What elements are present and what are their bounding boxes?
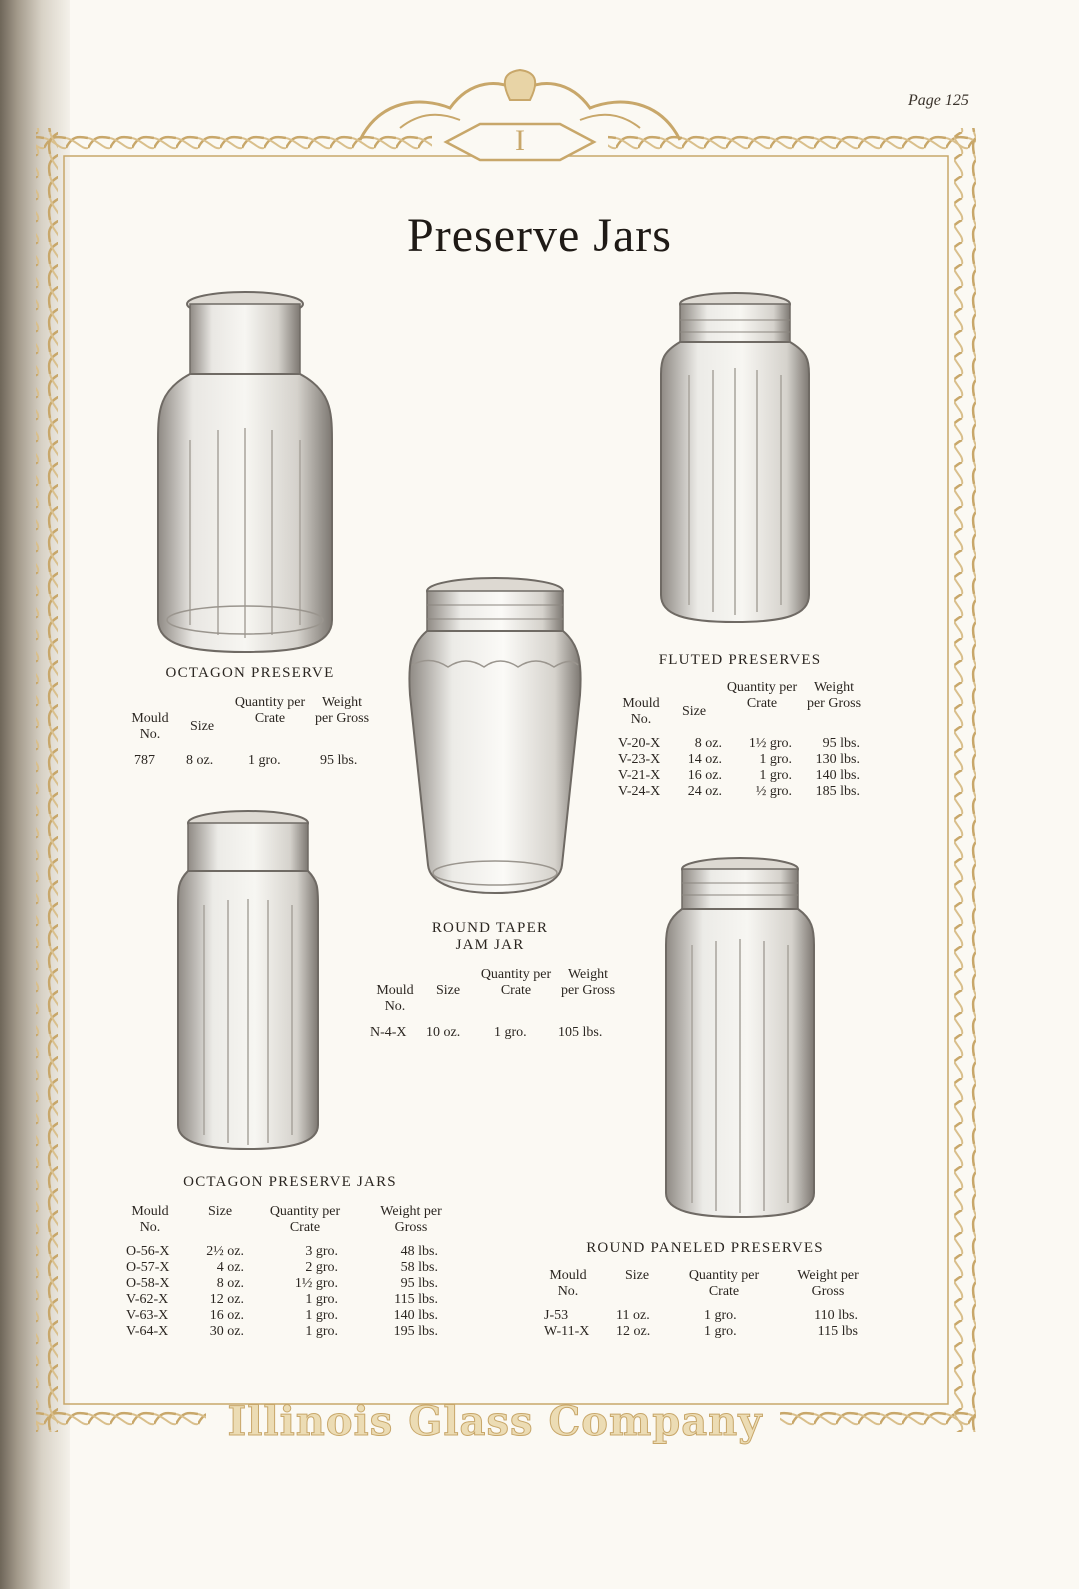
mould-number: J-53 [544, 1308, 569, 1323]
header-mould-no: Mould No. [131, 1204, 169, 1235]
octagon-preserve-jars-specs [122, 1204, 462, 1354]
header-quantity: Quantity per Crate [269, 1204, 341, 1235]
header-size: Size [624, 1268, 650, 1283]
header-mould-no: Mould No. [549, 1268, 587, 1299]
size-value: 8 oz. [216, 1276, 244, 1291]
octagon-preserve-specs [120, 695, 390, 785]
header-weight: Weight per Gross [806, 680, 862, 711]
round-paneled-specs [538, 1268, 878, 1358]
mould-number: V-63-X [126, 1308, 169, 1323]
quantity-column [272, 1244, 338, 1340]
header-weight: Weight per Gross [797, 1268, 859, 1299]
mould-number: N-4-X [370, 1025, 407, 1040]
mould-number: W-11-X [544, 1324, 590, 1339]
octagon-preserve-caption: OCTAGON PRESERVE [165, 665, 335, 681]
size-value: 16 oz. [687, 768, 722, 783]
weight-value: 110 lbs. [814, 1308, 858, 1323]
crest-letter: I [515, 124, 525, 157]
header-quantity: Quantity per Crate [726, 680, 798, 711]
mould-column [544, 1308, 589, 1340]
weight-value: 115 lbs. [394, 1292, 438, 1307]
header-size: Size [189, 719, 215, 734]
quantity-value: 1 gro. [704, 1308, 737, 1323]
quantity-value: 1 gro. [305, 1292, 338, 1307]
page-number: Page 125 [908, 92, 969, 109]
header-weight: Weight per Gross [314, 695, 370, 726]
size-value: 11 oz. [616, 1308, 650, 1323]
mould-number: V-20-X [618, 736, 661, 751]
quantity-value: ½ gro. [755, 784, 792, 799]
size-column [682, 736, 722, 800]
weight-value: 95 lbs. [822, 736, 860, 751]
weight-value: 48 lbs. [400, 1244, 438, 1259]
round-taper-specs [366, 967, 626, 1047]
header-size: Size [207, 1204, 233, 1219]
size-column [192, 1244, 244, 1340]
size-value: 8 oz. [694, 736, 722, 751]
octagon-preserve-jar-image [150, 290, 340, 660]
quantity-value: 1 gro. [704, 1324, 737, 1339]
page-title: Preserve Jars [407, 209, 672, 262]
fluted-preserves-specs [612, 680, 872, 810]
mould-number: V-24-X [618, 784, 661, 799]
header-weight: Weight per Gross [560, 967, 616, 998]
header-quantity: Quantity per Crate [480, 967, 552, 998]
quantity-column [730, 736, 792, 800]
mould-column [126, 1244, 170, 1340]
header-mould-no: Mould No. [622, 696, 660, 727]
quantity-value: 1 gro. [494, 1025, 527, 1040]
size-value: 24 oz. [687, 784, 722, 799]
size-value: 4 oz. [216, 1260, 244, 1275]
weight-value: 105 lbs. [558, 1025, 603, 1040]
weight-value: 130 lbs. [815, 752, 860, 767]
header-mould-no: Mould No. [131, 711, 169, 742]
quantity-value: 3 gro. [305, 1244, 338, 1259]
weight-value: 115 lbs [817, 1324, 858, 1339]
caption-line: JAM JAR [455, 937, 525, 953]
caption-line: ROUND TAPER [431, 920, 549, 936]
header-weight: Weight per Gross [380, 1204, 442, 1235]
octagon-preserve-jars-caption: OCTAGON PRESERVE JARS [183, 1174, 397, 1190]
weight-column [796, 1308, 858, 1340]
size-value: 16 oz. [209, 1308, 244, 1323]
weight-value: 185 lbs. [815, 784, 860, 799]
size-value: 2½ oz. [206, 1244, 244, 1259]
quantity-value: 1 gro. [759, 752, 792, 767]
weight-value: 140 lbs. [815, 768, 860, 783]
header-mould-no: Mould No. [376, 983, 414, 1014]
quantity-column [704, 1308, 737, 1340]
size-value: 12 oz. [616, 1324, 651, 1339]
mould-number: O-58-X [126, 1276, 170, 1291]
mould-number: V-62-X [126, 1292, 169, 1307]
weight-value: 195 lbs. [393, 1324, 438, 1339]
weight-value: 58 lbs. [400, 1260, 438, 1275]
table-row [134, 753, 155, 769]
mould-number: O-57-X [126, 1260, 170, 1275]
quantity-value: 1 gro. [759, 768, 792, 783]
quantity-value: 1 gro. [305, 1308, 338, 1323]
mould-number: V-64-X [126, 1324, 169, 1339]
mould-number: O-56-X [126, 1244, 170, 1259]
round-taper-caption [380, 920, 600, 954]
octagon-preserve-jars-image [170, 805, 330, 1155]
quantity-value: 1 gro. [248, 753, 281, 768]
size-value: 10 oz. [426, 1025, 461, 1040]
quantity-value: 1½ gro. [294, 1276, 338, 1291]
weight-column [798, 736, 860, 800]
header-quantity: Quantity per Crate [688, 1268, 760, 1299]
header-size: Size [681, 704, 707, 719]
mould-column [618, 736, 660, 800]
round-paneled-preserves-jar-image [660, 855, 820, 1225]
fluted-preserves-jar-image [655, 290, 815, 630]
size-column [616, 1308, 650, 1340]
quantity-value: 1½ gro. [748, 736, 792, 751]
weight-column [370, 1244, 438, 1340]
fluted-preserves-caption: FLUTED PRESERVES [658, 652, 822, 668]
mould-number: 787 [134, 753, 155, 768]
header-quantity: Quantity per Crate [234, 695, 306, 726]
size-value: 14 oz. [687, 752, 722, 767]
header-size: Size [435, 983, 461, 998]
company-name-footer: Illinois Glass Company [227, 1398, 763, 1445]
mould-number: V-21-X [618, 768, 661, 783]
size-value: 30 oz. [209, 1324, 244, 1339]
weight-value: 140 lbs. [393, 1308, 438, 1323]
quantity-value: 2 gro. [305, 1260, 338, 1275]
quantity-value: 1 gro. [305, 1324, 338, 1339]
size-value: 12 oz. [209, 1292, 244, 1307]
mould-number: V-23-X [618, 752, 661, 767]
round-paneled-caption: ROUND PANELED PRESERVES [586, 1240, 824, 1256]
weight-value: 95 lbs. [400, 1276, 438, 1291]
size-value: 8 oz. [186, 753, 214, 768]
round-taper-jam-jar-image [400, 575, 590, 900]
weight-value: 95 lbs. [320, 753, 358, 768]
